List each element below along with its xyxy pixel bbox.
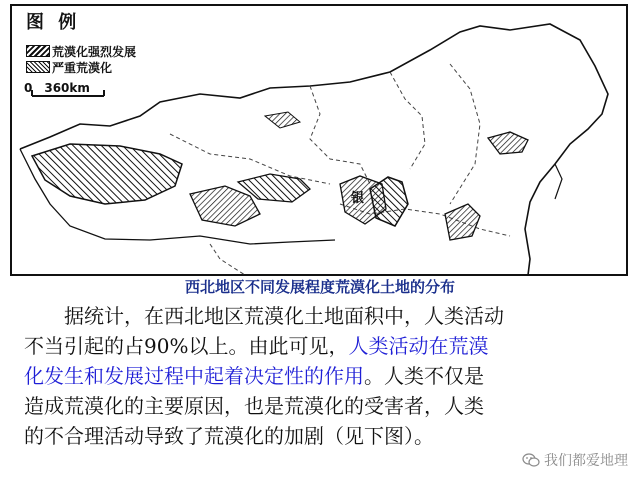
paragraph-text-3: 。人类不仅是 bbox=[364, 364, 484, 388]
paragraph-text-2: 不当引起的占90%以上。由此可见， bbox=[24, 334, 349, 358]
scale-end: 360km bbox=[44, 81, 90, 95]
paragraph-line-5: 的不合理活动导致了荒漠化的加剧（见下图）。 bbox=[24, 424, 434, 448]
scale-label bbox=[24, 81, 90, 95]
wechat-icon bbox=[522, 453, 540, 467]
highlight-text-2: 化发生和发展过程中起着决定性的作用 bbox=[24, 364, 364, 388]
legend-label-severe: 严重荒漠化 bbox=[52, 60, 113, 75]
paragraph-line-3 bbox=[24, 361, 624, 391]
watermark-text: 我们都爱地理 bbox=[544, 453, 628, 469]
legend-item-severe bbox=[26, 60, 112, 74]
paragraph-text-1: 据统计，在西北地区荒漠化土地面积中，人类活动 bbox=[64, 304, 504, 328]
watermark bbox=[522, 450, 628, 470]
city-label-yinchuan: 银 bbox=[351, 191, 365, 206]
scale-start: 0 bbox=[24, 81, 33, 95]
paragraph-line-2 bbox=[24, 331, 624, 361]
desertification-map bbox=[10, 4, 628, 276]
legend-title: 图 例 bbox=[26, 12, 81, 33]
legend-label-strong: 荒漠化强烈发展 bbox=[52, 44, 137, 59]
map-caption: 西北地区不同发展程度荒漠化土地的分布 bbox=[184, 278, 455, 296]
paragraph-line-4: 造成荒漠化的主要原因，也是荒漠化的受害者，人类 bbox=[24, 394, 484, 418]
sparse-hatch-swatch bbox=[26, 61, 50, 73]
dense-hatch-swatch bbox=[26, 45, 50, 57]
paragraph-line-1 bbox=[24, 301, 624, 331]
highlight-text-1: 人类活动在荒漠 bbox=[348, 334, 489, 358]
legend-item-strong bbox=[26, 44, 136, 58]
body-paragraph bbox=[24, 301, 624, 451]
